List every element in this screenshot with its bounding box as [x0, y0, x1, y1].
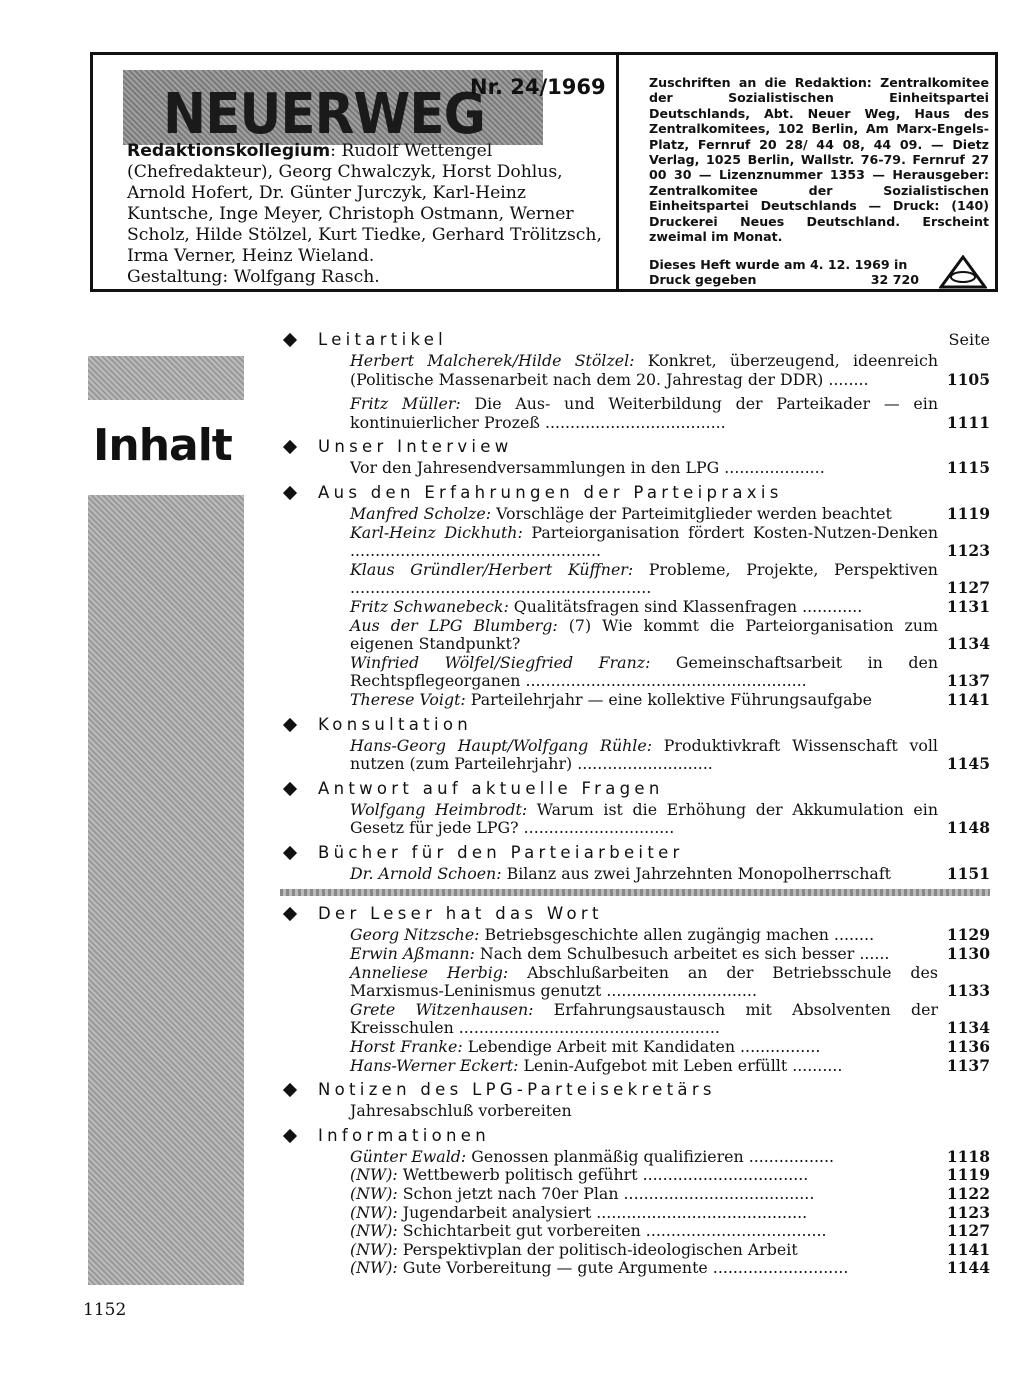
- diamond-bullet-icon: [283, 440, 297, 454]
- entry-author: Günter Ewald:: [350, 1146, 467, 1166]
- entry-page: 1148: [946, 818, 990, 838]
- entry-author: Horst Franke:: [350, 1037, 463, 1057]
- section-title: Notizen des LPG-Parteisekretärs: [318, 1080, 716, 1100]
- entry-author: Grete Witzenhausen:: [350, 999, 534, 1019]
- logo-text: NEUERWEG: [163, 82, 485, 147]
- entry-page: 1145: [946, 754, 990, 774]
- entry-author: (NW):: [350, 1221, 398, 1241]
- publisher-logo-icon: [939, 255, 987, 289]
- page-column-label: Seite: [948, 330, 990, 349]
- table-of-contents: [280, 325, 990, 1278]
- toc-entry: [280, 505, 990, 524]
- entry-page: 1122: [946, 1184, 990, 1203]
- section-title: Antwort auf aktuelle Fragen: [318, 778, 664, 798]
- entry-title: Wettbewerb politisch geführt .................................: [397, 1165, 809, 1185]
- entry-title: Nach dem Schulbesuch arbeitet es sich besser ......: [474, 944, 890, 964]
- toc-entry: [280, 964, 990, 1001]
- section-heading: [280, 328, 990, 352]
- toc-entry: [280, 1102, 990, 1121]
- toc-entry: [280, 1057, 990, 1076]
- page-number: 1152: [83, 1300, 127, 1320]
- diamond-bullet-icon: [283, 486, 297, 500]
- entry-author: Fritz Müller:: [350, 394, 461, 414]
- entry-author: Anneliese Herbig:: [350, 962, 509, 982]
- entry-title: Vorschläge der Parteimitglieder werden beachtet: [491, 503, 892, 523]
- toc-entry: [280, 1204, 990, 1223]
- toc-section: [280, 777, 990, 838]
- entry-author: Hans-Werner Eckert:: [350, 1055, 519, 1075]
- entry-author: Wolfgang Heimbrodt:: [350, 799, 528, 819]
- section-heading: [280, 481, 990, 505]
- toc-entry: [280, 865, 990, 884]
- entry-page: 1123: [946, 1202, 990, 1222]
- entry-title: Konkret, überzeugend, ideenreich (Politische Massenarbeit nach dem 20. Jahrestag der DDR) ........: [350, 351, 938, 389]
- entry-title: Erfahrungsaustausch mit Absolventen der Kreisschulen ....................................................: [350, 999, 938, 1038]
- entry-title: Abschlußarbeiten an der Betriebsschule des Marxismus-Leninismus genutzt ..............................: [350, 962, 938, 1001]
- entry-author: Herbert Malcherek/Hilde Stölzel:: [350, 351, 635, 370]
- entry-page: 1137: [946, 671, 990, 691]
- section-heading: [280, 435, 990, 459]
- editorial-address: Zuschriften an die Redaktion: Zentralkomitee der Sozialistischen Einheitspartei Deutschlands, Abt. Neuer Weg, Haus des Zentralkomitees, 102 Berlin, Am Marx-Engels-Platz, Fernruf 20 28/ 44 08, 44 09. — Dietz Verlag, 1025 Berlin, Wallstr. 76-79. Fernruf 27 00 30 — Lizenznummer 1353 — Herausgeber: Zentralkomitee der Sozialistischen Einheitspartei Deutschlands — Druck: (140) Druckerei Neues Deutschland. Erscheint zweimal im Monat.: [649, 75, 989, 245]
- section-heading: [280, 1124, 990, 1148]
- toc-entry: [280, 1222, 990, 1241]
- entry-title: Qualitätsfragen sind Klassenfragen ............: [508, 596, 863, 616]
- diamond-bullet-icon: [283, 846, 297, 860]
- entry-page: 1136: [946, 1037, 990, 1057]
- entry-page: 1119: [946, 503, 990, 523]
- entry-author: Manfred Scholze:: [350, 503, 492, 523]
- entry-page: 1130: [946, 944, 990, 964]
- entry-title: Parteiorganisation fördert Kosten-Nutzen-Denken ..................................................: [350, 522, 938, 561]
- issue-number: Nr. 24/1969: [470, 75, 606, 99]
- toc-section: [280, 902, 990, 1075]
- entry-title: Gute Vorbereitung — gute Argumente ...........................: [397, 1258, 849, 1278]
- entry-page: 1115: [946, 458, 990, 478]
- entry-author: Aus der LPG Blumberg:: [350, 615, 558, 635]
- entry-author: Georg Nitzsche:: [350, 925, 480, 945]
- masthead-left: [93, 55, 613, 289]
- toc-entry: [280, 945, 990, 964]
- toc-entry: [280, 459, 990, 478]
- masthead-divider: [616, 55, 619, 289]
- entry-page: 1134: [946, 634, 990, 654]
- entry-author: Fritz Schwanebeck:: [350, 596, 509, 616]
- editorial-board: [127, 141, 607, 288]
- section-title: Bücher für den Parteiarbeiter: [318, 842, 684, 862]
- entry-title: (7) Wie kommt die Parteiorganisation zum eigenen Standpunkt?: [350, 615, 939, 654]
- editors-label: Redaktionskollegium: [127, 141, 331, 161]
- section-heading: [280, 713, 990, 737]
- entry-title: Bilanz aus zwei Jahrzehnten Monopolherrschaft: [501, 863, 892, 883]
- entry-author: (NW):: [350, 1165, 398, 1185]
- section-title: Der Leser hat das Wort: [318, 904, 603, 924]
- entry-title: Produktivkraft Wissenschaft voll nutzen (zum Parteilehrjahr) ...........................: [350, 735, 938, 774]
- print-number: 32 720: [870, 272, 919, 287]
- diamond-bullet-icon: [283, 907, 297, 921]
- toc-entry: [280, 1185, 990, 1204]
- entry-title: Warum ist die Erhöhung der Akkumulation ein Gesetz für jede LPG? ..............................: [350, 799, 938, 838]
- section-separator: [280, 889, 990, 896]
- entry-page: 1134: [946, 1018, 990, 1038]
- toc-entry: [280, 1148, 990, 1167]
- toc-entry: [280, 598, 990, 617]
- toc-section: [280, 1124, 990, 1278]
- toc-section: [280, 481, 990, 710]
- entry-title: Betriebsgeschichte allen zugängig machen ........: [479, 925, 875, 945]
- entry-title: Lebendige Arbeit mit Kandidaten ................: [462, 1037, 821, 1057]
- entry-title: Perspektivplan der politisch-ideologischen Arbeit: [397, 1239, 798, 1259]
- toc-section: [280, 1078, 990, 1121]
- masthead: [90, 52, 998, 292]
- entry-title: Die Aus- und Weiterbildung der Parteikader — ein kontinuierlicher Prozeß ....................................: [350, 394, 938, 432]
- diamond-bullet-icon: [283, 1129, 297, 1143]
- toc-entry: [280, 654, 990, 691]
- toc-entry: [280, 1241, 990, 1260]
- entry-page: 1127: [946, 1221, 990, 1241]
- toc-entry: [280, 524, 990, 561]
- toc-section: [280, 328, 990, 432]
- entry-page: 1111: [946, 412, 990, 432]
- entry-title: Schichtarbeit gut vorbereiten ....................................: [397, 1221, 827, 1241]
- section-title: Unser Interview: [318, 437, 513, 457]
- diamond-bullet-icon: [283, 717, 297, 731]
- toc-section: [280, 713, 990, 774]
- entry-page: 1151: [946, 863, 990, 883]
- entry-page: 1105: [946, 369, 990, 389]
- diamond-bullet-icon: [283, 333, 297, 347]
- section-heading: [280, 777, 990, 801]
- entry-title: Schon jetzt nach 70er Plan ......................................: [397, 1184, 815, 1203]
- entry-page: 1131: [946, 596, 990, 616]
- entry-page: 1141: [946, 1239, 990, 1259]
- print-note-text: Dieses Heft wurde am 4. 12. 1969 in Druck gegeben: [649, 257, 908, 288]
- entry-title: Vor den Jahresendversammlungen in den LPG ....................: [350, 458, 825, 478]
- entry-title: Genossen planmäßig qualifizieren .................: [466, 1146, 835, 1166]
- entry-page: 1137: [946, 1055, 990, 1075]
- editors-list: : Rudolf Wettengel (Chefredakteur), Georg Chwalczyk, Horst Dohlus, Arnold Hofert, Dr. Günter Jurczyk, Karl-Heinz Kuntsche, Inge Meyer, Christoph Ostmann, Werner Scholz, Hilde Stölzel, Kurt Tiedke, Gerhard Trölitzsch, Irma Verner, Heinz Wieland.: [127, 141, 602, 266]
- entry-title: Gemeinschaftsarbeit in den Rechtspflegeorganen ........................................................: [350, 652, 938, 691]
- toc-entry: [280, 801, 990, 838]
- entry-author: Hans-Georg Haupt/Wolfgang Rühle:: [350, 735, 653, 755]
- toc-entry: [280, 1259, 990, 1278]
- entry-title: Probleme, Projekte, Perspektiven ............................................................: [350, 559, 938, 598]
- toc-entry: [280, 737, 990, 774]
- entry-page: 1133: [946, 981, 990, 1001]
- section-heading: [280, 1078, 990, 1102]
- entry-author: (NW):: [350, 1239, 398, 1259]
- entry-page: 1144: [946, 1258, 990, 1278]
- section-title: Konsultation: [318, 714, 472, 734]
- entry-title: Lenin-Aufgebot mit Leben erfüllt ..........: [518, 1055, 843, 1075]
- entry-author: Therese Voigt:: [350, 689, 466, 709]
- sidebar-bar: [88, 495, 244, 1285]
- toc-entry: [280, 691, 990, 710]
- entry-author: (NW):: [350, 1184, 398, 1203]
- entry-page: 1127: [946, 578, 990, 598]
- entry-author: Winfried Wölfel/Siegfried Franz:: [350, 652, 651, 672]
- section-title: Leitartikel: [318, 330, 448, 349]
- toc-entry: [280, 561, 990, 598]
- entry-page: 1129: [946, 925, 990, 945]
- toc-section: [280, 841, 990, 884]
- section-heading: [280, 902, 990, 926]
- entry-page: 1119: [946, 1165, 990, 1185]
- entry-author: (NW):: [350, 1258, 398, 1278]
- print-note: [649, 257, 919, 288]
- entry-title: Jugendarbeit analysiert ..........................................: [397, 1202, 808, 1222]
- toc-entry: [280, 926, 990, 945]
- diamond-bullet-icon: [283, 1083, 297, 1097]
- entry-title: Parteilehrjahr — eine kollektive Führungsaufgabe: [465, 689, 873, 709]
- contents-title: Inhalt: [93, 420, 232, 471]
- section-heading: [280, 841, 990, 865]
- entry-page: 1123: [946, 541, 990, 561]
- toc-entry: [280, 1166, 990, 1185]
- toc-entry: [280, 1001, 990, 1038]
- entry-author: Karl-Heinz Dickhuth:: [350, 522, 523, 542]
- entry-author: Dr. Arnold Schoen:: [350, 863, 502, 883]
- diamond-bullet-icon: [283, 782, 297, 796]
- toc-entry: [280, 617, 990, 654]
- sidebar-bar-top: [88, 356, 244, 400]
- entry-title: Jahresabschluß vorbereiten: [350, 1101, 572, 1121]
- section-title: Aus den Erfahrungen der Parteipraxis: [318, 482, 783, 502]
- section-title: Informationen: [318, 1125, 491, 1145]
- toc-entry: [280, 395, 990, 432]
- entry-author: (NW):: [350, 1202, 398, 1222]
- toc-entry: [280, 352, 990, 389]
- entry-author: Erwin Aßmann:: [350, 944, 475, 964]
- entry-page: 1141: [946, 689, 990, 709]
- toc-entry: [280, 1038, 990, 1057]
- entry-author: Klaus Gründler/Herbert Küffner:: [350, 559, 634, 579]
- entry-page: 1118: [946, 1146, 990, 1166]
- toc-section: [280, 435, 990, 478]
- design-credit: Gestaltung: Wolfgang Rasch.: [127, 267, 380, 287]
